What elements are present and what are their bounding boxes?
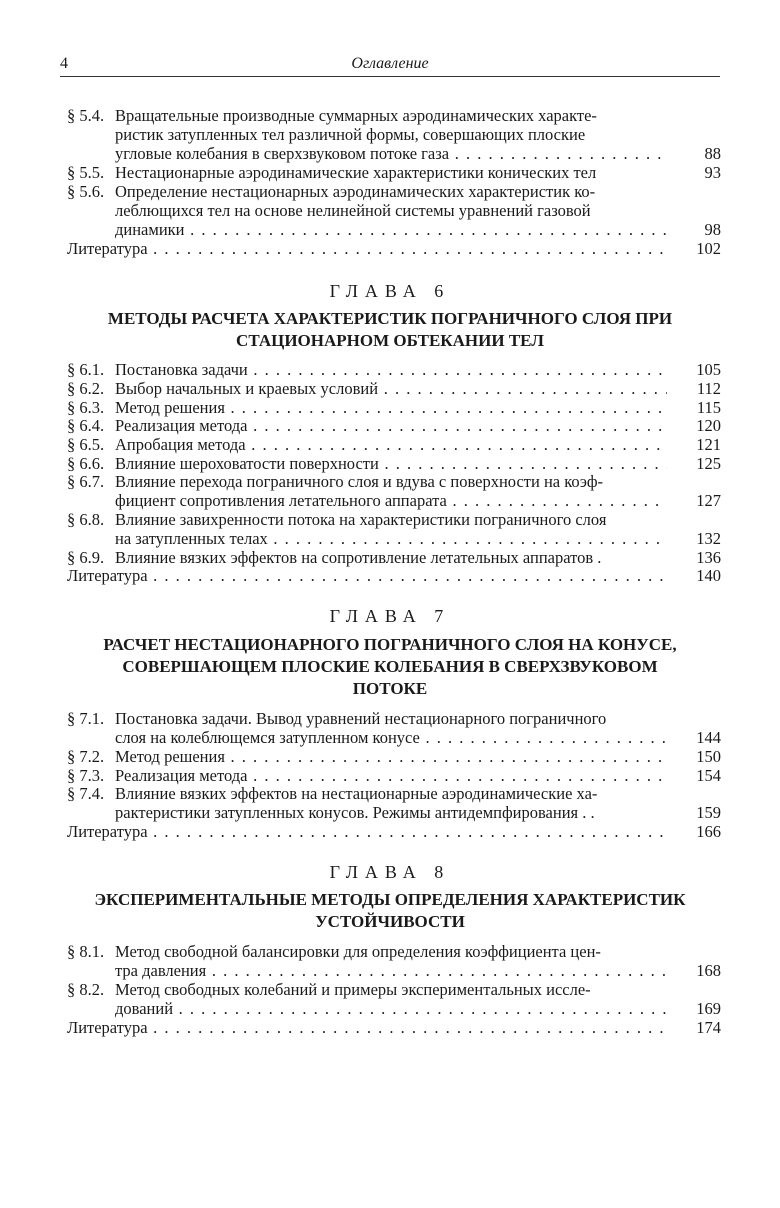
entry-title: Влияние шероховатости поверхности . . . <box>115 454 667 473</box>
toc-entry-literature-8[interactable] <box>67 1018 721 1037</box>
section-number: § 6.1. <box>67 360 105 379</box>
toc-entry-6-9[interactable] <box>67 548 721 567</box>
entry-title: Постановка задачи . . . <box>115 360 667 379</box>
page-ref: 166 <box>696 822 721 841</box>
chapter-title-line: МЕТОДЫ РАСЧЕТА ХАРАКТЕРИСТИК ПОГРАНИЧНОГО СЛОЯ ПРИ <box>107 309 673 328</box>
toc-entry-7-1[interactable] <box>67 709 721 747</box>
entry-title: Литература . . . <box>67 566 667 585</box>
section-number: § 7.2. <box>67 747 105 766</box>
section-number: § 7.3. <box>67 766 105 785</box>
section-number: § 8.1. <box>67 942 105 961</box>
chapter-label-8: ГЛАВА 8 <box>329 862 451 882</box>
entry-title: Метод решения . . . <box>115 747 667 766</box>
chapter-title-line: СТАЦИОНАРНОМ ОБТЕКАНИИ ТЕЛ <box>236 331 544 350</box>
page-ref: 168 <box>696 961 721 980</box>
toc-entry-6-4[interactable] <box>67 416 721 435</box>
page-ref: 132 <box>696 529 721 548</box>
entry-title: Метод решения . . . <box>115 398 667 417</box>
chapter-title-line: РАСЧЕТ НЕСТАЦИОНАРНОГО ПОГРАНИЧНОГО СЛОЯ НА КОНУСЕ, <box>103 635 677 654</box>
entry-title: Метод свободной балансировки для определения коэффициента цен- <box>115 942 601 961</box>
section-number: § 6.6. <box>67 454 105 473</box>
entry-title-cont: динамики . . . <box>115 220 667 239</box>
chapter-title-line: ЭКСПЕРИМЕНТАЛЬНЫЕ МЕТОДЫ ОПРЕДЕЛЕНИЯ ХАРАКТЕРИСТИК <box>94 890 686 909</box>
running-header <box>60 52 720 77</box>
entry-title: Влияние вязких эффектов на нестационарные аэродинамические ха- <box>115 784 598 803</box>
entry-title-cont: фициент сопротивления летательного аппарата . . . <box>115 491 667 510</box>
toc-entry-6-6[interactable] <box>67 454 721 473</box>
entry-title-cont: ристик затупленных тел различной формы, совершающих плоские <box>115 125 586 144</box>
page-ref: 93 <box>704 163 721 182</box>
entry-title-cont: рактеристики затупленных конусов. Режимы антидемпфирования . . <box>115 803 595 822</box>
entry-title: Постановка задачи. Вывод уравнений нестационарного пограничного <box>115 709 607 728</box>
entry-title: Реализация метода . . . <box>115 416 667 435</box>
page-ref: 105 <box>696 360 721 379</box>
toc-entry-6-3[interactable] <box>67 398 721 417</box>
entry-title: Влияние перехода пограничного слоя и вдува с поверхности на коэф- <box>115 472 604 491</box>
entry-title: Выбор начальных и краевых условий . . . <box>115 379 667 398</box>
toc-entry-8-1[interactable] <box>67 942 721 980</box>
page-ref: 102 <box>696 239 721 258</box>
toc-entry-literature-5[interactable] <box>67 239 721 258</box>
toc-entry-literature-6[interactable] <box>67 566 721 585</box>
page-ref: 169 <box>696 999 721 1018</box>
toc-entry-literature-7[interactable] <box>67 822 721 841</box>
section-number: § 7.1. <box>67 709 105 728</box>
section-number: § 8.2. <box>67 980 105 999</box>
page-ref: 136 <box>696 548 721 567</box>
page-number: 4 <box>60 55 68 72</box>
section-number: § 7.4. <box>67 784 105 803</box>
chapter-title-6 <box>60 308 720 352</box>
page-ref: 98 <box>704 220 721 239</box>
page-ref: 112 <box>696 379 721 398</box>
section-number: § 6.9. <box>67 548 105 567</box>
page-ref: 140 <box>696 566 721 585</box>
entry-title-cont: дований . . . <box>115 999 667 1018</box>
entry-title: Нестационарные аэродинамические характеристики конических тел <box>115 163 597 182</box>
page-ref: 125 <box>696 454 721 473</box>
section-number: § 6.2. <box>67 379 105 398</box>
section-number: § 6.8. <box>67 510 105 529</box>
chapter-title-line: ПОТОКЕ <box>352 679 428 698</box>
toc-entry-6-7[interactable] <box>67 472 721 510</box>
page-ref: 115 <box>696 398 721 417</box>
page-ref: 88 <box>704 144 721 163</box>
entry-title-cont: тра давления . . . <box>115 961 667 980</box>
page-ref: 121 <box>696 435 721 454</box>
section-number: § 6.3. <box>67 398 105 417</box>
toc-entry-7-4[interactable] <box>67 784 721 822</box>
section-number: § 5.6. <box>67 182 105 201</box>
entry-title: Влияние завихренности потока на характеристики пограничного слоя <box>115 510 607 529</box>
entry-title-cont: леблющихся тел на основе нелинейной системы уравнений газовой <box>115 201 591 220</box>
chapter-title-line: УСТОЙЧИВОСТИ <box>315 912 465 931</box>
section-number: § 6.5. <box>67 435 105 454</box>
toc-entry-5-5[interactable] <box>67 163 721 182</box>
entry-title-cont: слоя на колеблющемся затупленном конусе . . . <box>115 728 667 747</box>
section-number: § 6.7. <box>67 472 105 491</box>
toc-entry-6-1[interactable] <box>67 360 721 379</box>
page-ref: 154 <box>696 766 721 785</box>
chapter-label-6: ГЛАВА 6 <box>329 281 451 301</box>
toc-entry-5-6[interactable] <box>67 182 721 239</box>
page-ref: 174 <box>696 1018 721 1037</box>
page-ref: 144 <box>696 728 721 747</box>
toc-entry-6-8[interactable] <box>67 510 721 548</box>
toc-entry-6-5[interactable] <box>67 435 721 454</box>
entry-title: Определение нестационарных аэродинамических характеристик ко- <box>115 182 596 201</box>
toc-entry-7-2[interactable] <box>67 747 721 766</box>
page-ref: 120 <box>696 416 721 435</box>
entry-title: Вращательные производные суммарных аэродинамических характе- <box>115 106 597 125</box>
entry-title-cont: угловые колебания в сверхзвуковом потоке газа . . . <box>115 144 667 163</box>
toc-entry-8-2[interactable] <box>67 980 721 1018</box>
chapter-title-7 <box>60 634 720 700</box>
running-title: Оглавление <box>351 55 429 72</box>
entry-title-cont: на затупленных телах . . . <box>115 529 667 548</box>
toc-entry-7-3[interactable] <box>67 766 721 785</box>
page-ref: 127 <box>696 491 721 510</box>
entry-title: Литература . . . <box>67 822 667 841</box>
section-number: § 5.4. <box>67 106 105 125</box>
entry-title: Литература . . . <box>67 1018 667 1037</box>
page-ref: 150 <box>696 747 721 766</box>
entry-title: Метод свободных колебаний и примеры экспериментальных иссле- <box>115 980 591 999</box>
entry-title: Апробация метода . . . <box>115 435 667 454</box>
toc-entry-6-2[interactable] <box>67 379 721 398</box>
entry-title: Влияние вязких эффектов на сопротивление летательных аппаратов . <box>115 548 602 567</box>
page-ref: 159 <box>696 803 721 822</box>
section-number: § 6.4. <box>67 416 105 435</box>
entry-title: Реализация метода . . . <box>115 766 667 785</box>
entry-title: Литература . . . <box>67 239 667 258</box>
chapter-title-line: СОВЕРШАЮЩЕМ ПЛОСКИЕ КОЛЕБАНИЯ В СВЕРХЗВУКОВОМ <box>122 657 658 676</box>
section-number: § 5.5. <box>67 163 105 182</box>
toc-entry-5-4[interactable] <box>67 106 721 163</box>
chapter-title-8 <box>60 889 720 933</box>
chapter-label-7: ГЛАВА 7 <box>329 606 451 626</box>
